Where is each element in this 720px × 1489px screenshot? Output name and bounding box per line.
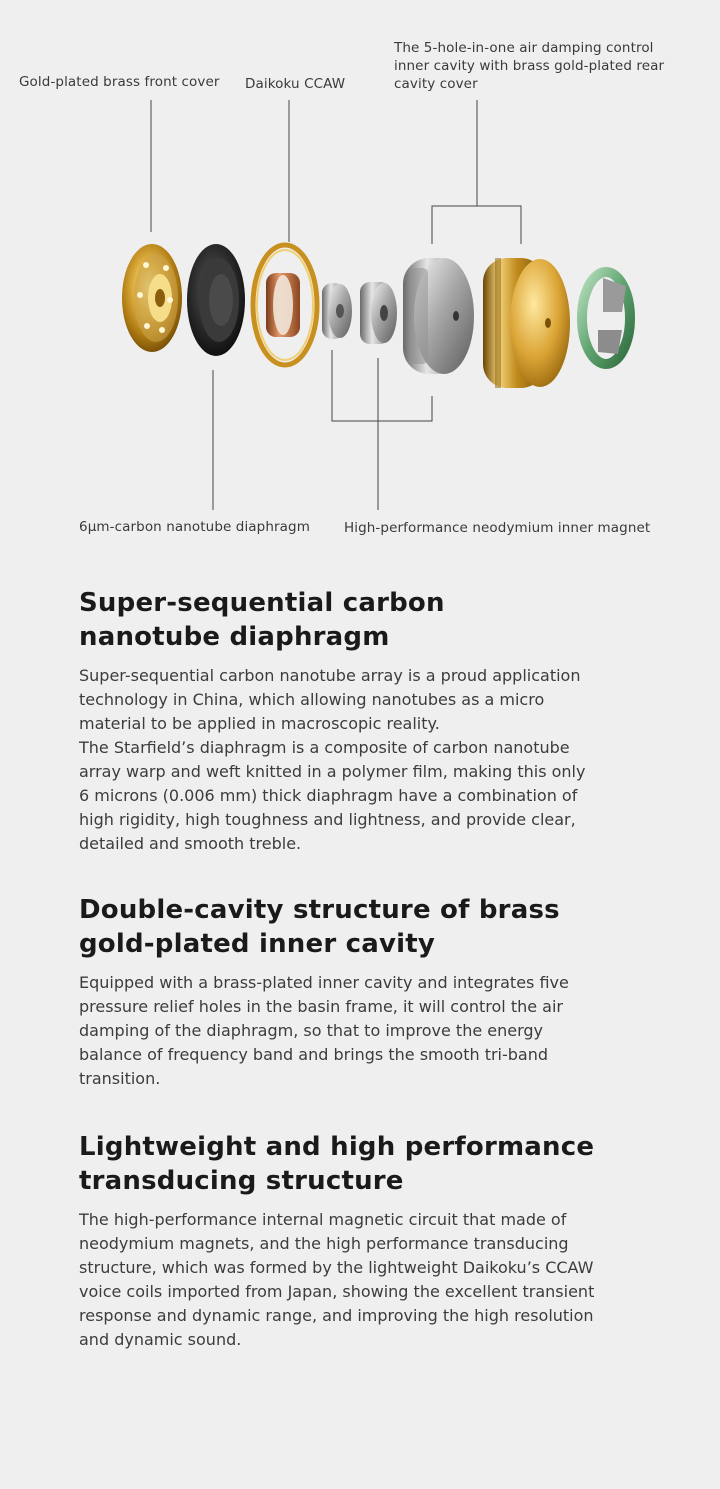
section-cavity [79,893,679,1091]
section-body: Super-sequential carbon nanotube array is a proud application technology in China, which allowing nanotubes as a micro material to be applied in macroscopic reality. The Starfield’s diaphragm is a composite of carbon nanotube array warp and weft knitted in a polymer film, making this only 6 microns (0.006 mm) thick diaphragm have a combination of high rigidity, high toughness and lightness, and provide clear, detailed and smooth treble. [79,666,586,853]
voice-coil-part [253,245,317,365]
magnet-part [360,282,397,344]
section-diaphragm [79,586,679,856]
diaphragm-label: 6μm-carbon nanotube diaphragm [79,519,310,535]
rear-cavity-part [483,258,570,388]
rear-cavity-label: The 5-hole-in-one air damping control inner cavity with brass gold-plated rear cavity cover [394,40,665,92]
front-cover-part [122,244,182,352]
washer-part [322,283,352,339]
section-title: Lightweight and high performance transducing structure [79,1132,595,1196]
section-body: Equipped with a brass-plated inner cavity and integrates five pressure relief holes in the basin frame, it will control the air damping of the diaphragm, so that to improve the energy balance of frequency band and brings the smooth tri-band transition. [79,973,569,1088]
basin-frame-part [403,258,474,374]
section-body: The high-performance internal magnetic circuit that made of neodymium magnets, and the high performance transducing structure, which was formed by the lightweight Daikoku’s CCAW voice coils imported from Japan, showing the excellent transient response and dynamic range, and improving the high resolution and dynamic sound. [79,1210,595,1349]
diaphragm-part [187,244,245,356]
section-title: Double-cavity structure of brass gold-plated inner cavity [79,895,560,959]
front-cover-label: Gold-plated brass front cover [19,74,220,90]
exploded-driver-diagram [0,0,720,560]
green-ring-part [582,272,630,364]
magnet-label: High-performance neodymium inner magnet [344,520,651,536]
section-title: Super-sequential carbon nanotube diaphragm [79,588,445,652]
ccaw-label: Daikoku CCAW [245,76,346,92]
section-transducing [79,1130,679,1352]
